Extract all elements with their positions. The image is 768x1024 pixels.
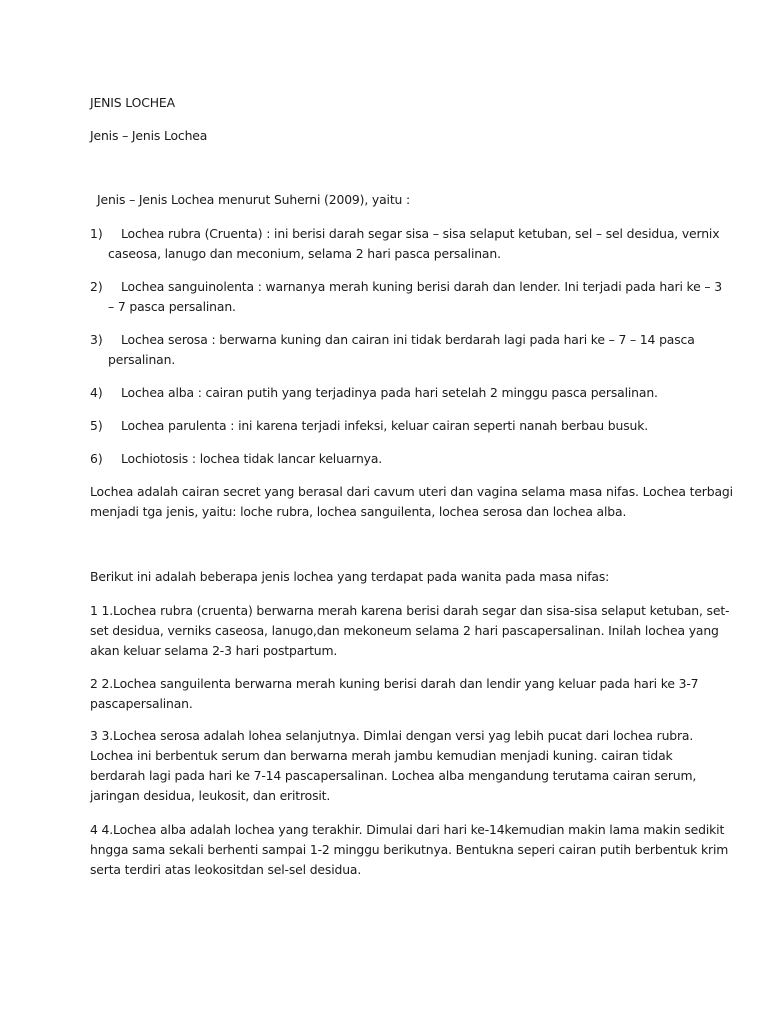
list-b-line: pascapersalinan. xyxy=(90,696,193,711)
list-a-number: 5) xyxy=(90,418,103,433)
document-title: JENIS LOCHEA xyxy=(90,95,175,110)
list-a-item: Lochiotosis : lochea tidak lancar keluarnya. xyxy=(121,451,383,466)
list-b-line: set desidua, verniks caseosa, lanugo,dan mekoneum selama 2 hari pascapersalinan. Inilah lochea yang xyxy=(90,623,719,638)
list-a-number: 2) xyxy=(90,279,103,294)
intro-2-text: Berikut ini adalah beberapa jenis lochea yang terdapat pada wanita pada masa nifas: xyxy=(90,569,610,584)
list-b-line: akan keluar selama 2-3 hari postpartum. xyxy=(90,643,338,658)
list-b-line: berdarah lagi pada hari ke 7-14 pascapersalinan. Lochea alba mengandung terutama cairan serum, xyxy=(90,768,697,783)
list-a-number: 4) xyxy=(90,385,103,400)
list-a-item: Lochea rubra (Cruenta) : ini berisi darah segar sisa – sisa selaput ketuban, sel – sel desidua, vernix xyxy=(121,226,720,241)
list-b-line: serta terdiri atas leokositdan sel-sel desidua. xyxy=(90,862,362,877)
intro-text: Jenis – Jenis Lochea menurut Suherni (2009), yaitu : xyxy=(97,192,411,207)
list-b-line: 2 2.Lochea sanguilenta berwarna merah kuning berisi darah dan lendir yang keluar pada hari ke 3-7 xyxy=(90,676,699,691)
list-a-item: Lochea serosa : berwarna kuning dan cairan ini tidak berdarah lagi pada hari ke – 7 – 14 pasca xyxy=(121,332,695,347)
list-a-item-cont: caseosa, lanugo dan meconium, selama 2 hari pasca persalinan. xyxy=(108,246,501,261)
list-b-line: 4 4.Lochea alba adalah lochea yang terakhir. Dimulai dari hari ke-14kemudian makin lama makin sedikit xyxy=(90,822,725,837)
list-a-item: Lochea sanguinolenta : warnanya merah kuning berisi darah dan lender. Ini terjadi pada hari ke – 3 xyxy=(121,279,722,294)
list-a-number: 6) xyxy=(90,451,103,466)
list-a-item-cont: – 7 pasca persalinan. xyxy=(108,299,236,314)
paragraph-line: menjadi tga jenis, yaitu: loche rubra, lochea sanguilenta, lochea serosa dan lochea alba. xyxy=(90,504,627,519)
document-subtitle: Jenis – Jenis Lochea xyxy=(90,128,208,143)
list-a-item: Lochea parulenta : ini karena terjadi infeksi, keluar cairan seperti nanah berbau busuk. xyxy=(121,418,649,433)
list-b-line: hngga sama sekali berhenti sampai 1-2 minggu berikutnya. Bentukna seperi cairan putih berbentuk krim xyxy=(90,842,729,857)
list-b-line: Lochea ini berbentuk serum dan berwarna merah jambu kemudian menjadi kuning. cairan tidak xyxy=(90,748,673,763)
list-a-item-cont: persalinan. xyxy=(108,352,176,367)
paragraph-line: Lochea adalah cairan secret yang berasal dari cavum uteri dan vagina selama masa nifas. Lochea terbagi xyxy=(90,484,733,499)
list-b-line: 3 3.Lochea serosa adalah lohea selanjutnya. Dimlai dengan versi yag lebih pucat dari lochea rubra. xyxy=(90,728,694,743)
list-a-number: 1) xyxy=(90,226,103,241)
list-b-line: jaringan desidua, leukosit, dan eritrosit. xyxy=(90,788,331,803)
list-b-line: 1 1.Lochea rubra (cruenta) berwarna merah karena berisi darah segar dan sisa-sisa selaput ketuban, set- xyxy=(90,603,730,618)
list-a-item: Lochea alba : cairan putih yang terjadinya pada hari setelah 2 minggu pasca persalinan. xyxy=(121,385,658,400)
list-a-number: 3) xyxy=(90,332,103,347)
